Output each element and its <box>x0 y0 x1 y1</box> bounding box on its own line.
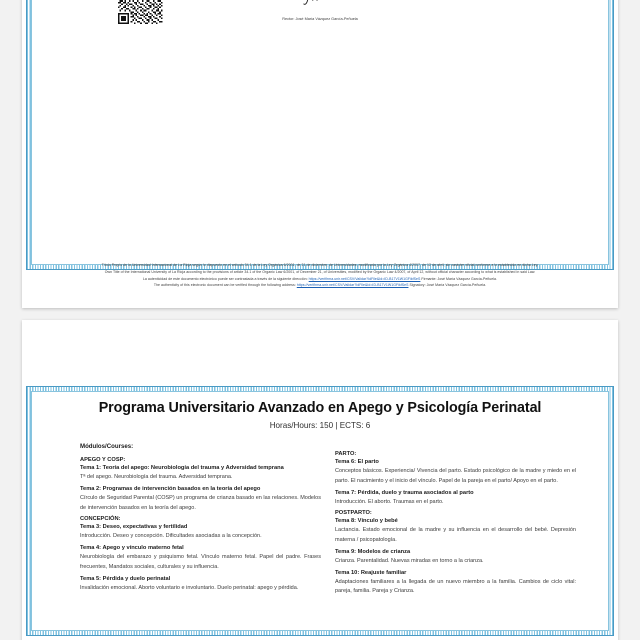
footer-verify-en <box>40 282 600 289</box>
module-topic-title: Tema 9: Modelos de crianza <box>335 548 411 555</box>
module-topic-description: Conceptos básicos. Experiencia/ Vivencia del parto. Estado psicológico de la madre y miedo en el parto. El nacimiento y el inicio del vínculo. Papel de la pareja en el parto/ Apoyo en el parto. <box>335 468 576 484</box>
module-topic-title: Tema 8: Vínculo y bebé <box>335 518 398 525</box>
module-topic-description: Adaptaciones familiares a la llegada de un nuevo miembro a la familia. Cambios de ciclo vital: pareja, familia. Pareja y Crianza. <box>335 578 576 595</box>
right-column-items <box>335 451 576 597</box>
module-section-title: CONCEPCIÓN: <box>80 516 121 523</box>
signature-caption: Rector: José María Vázquez García-Peñuela <box>282 17 358 21</box>
module-topic-description: Tª del apego. Neurobiología del trauma. Adversidad temprana. <box>80 474 233 480</box>
footer-verify-en-suffix: Signatory: José María Vázquez García-Peñuela. <box>409 283 487 288</box>
module-topic-title: Tema 2: Programas de intervención basados en la teoría del apego <box>80 485 261 492</box>
page-2-program-title: Programa Universitario Avanzado en Apego y Psicología Perinatal <box>98 400 542 416</box>
module-topic-title: Tema 6: El parto <box>335 459 379 465</box>
right-column-spacer <box>335 443 576 450</box>
footer-verify-en-prefix: The authenticity of this electronic document can be verified through the following address: <box>153 283 296 288</box>
module-topic-title: Tema 4: Apego y vínculo materno fetal <box>80 545 184 552</box>
verify-link-en[interactable]: https://verifirma.unir.net/CSV/Validar?IdFile&Id=ID-B17V1W1GFikfSeS <box>296 283 409 288</box>
module-topic-title: Tema 7: Pérdida, duelo y trauma asociados al parto <box>335 489 474 496</box>
signature-block <box>220 0 420 21</box>
page-1-legal-footer <box>40 262 600 289</box>
module-topic-title: Tema 10: Reajuste familiar <box>335 569 407 576</box>
footer-verify-es <box>40 276 600 283</box>
page-2-hours-ects: Horas/Hours: 150 | ECTS: 6 <box>269 421 371 430</box>
modules-right-column <box>335 443 576 600</box>
module-topic-description: Invalidación emocional. Aborto voluntario e involuntario. Duelo perinatal: apego y pérdida. <box>80 584 299 591</box>
module-topic-description: Crianza. Parentalidad. Nuevas miradas en torno a la crianza. <box>335 557 484 564</box>
footer-verify-es-suffix: Firmante: José María Vázquez García-Peñuela. <box>421 276 498 281</box>
module-topic-description: Introducción. El aborto. Traumas en el parto. <box>335 498 444 505</box>
module-topic-description: Lactancia. Estado emocional de la madre y su influencia en el desarrollo del bebé. Depresión materna / psicopatología. <box>335 527 576 544</box>
footer-verify-es-prefix: La autenticidad de este documento electrónico puede ser contrastada a través de la siguiente dirección: <box>142 276 308 281</box>
footer-line-en: Own Title of the International University of La Rioja according to the provisions of article 34.1 of the Organic Law 6/2001, of December 21, of Universities, modified by the Organic Law 4/2007, of April 12, without official character according to what is established in said Law. <box>104 269 536 274</box>
module-topic-description: Introducción. Deseo y concepción. Dificultades asociadas a la concepción. <box>80 533 262 540</box>
page-1-ornamental-border <box>26 0 614 270</box>
module-section-title: POSTPARTO: <box>335 510 372 517</box>
module-topic-description: Neurobiología del embarazo y psiquismo fetal. Vínculo materno fetal. Papel del padre. Frases frecuentes, Mandatos sociales, culturales y su influencia. <box>80 554 321 570</box>
module-topic-title: Tema 1: Teoría del apego: Neurobiología del trauma y Adversidad temprana <box>80 465 284 471</box>
signature-zone <box>40 0 600 40</box>
modules-left-column <box>80 443 321 600</box>
module-topic-title: Tema 3: Deseo, expectativas y fertilidad <box>80 524 188 531</box>
handwritten-signature-icon <box>281 0 359 10</box>
modules-heading: Módulos/Courses: <box>80 443 134 450</box>
module-section-title: PARTO: <box>335 451 357 457</box>
module-topic-title: Tema 5: Pérdida y duelo perinatal <box>80 575 171 582</box>
left-column-items <box>80 457 321 593</box>
module-section-title: APEGO Y COSP: <box>80 457 126 463</box>
module-topic-description: Círculo de Seguridad Parental (COSP) un programa de crianza basado en las relaciones. Modelos de intervención basados en la teoría del apego. <box>80 494 321 511</box>
verify-link-es[interactable]: https://verifirma.unir.net/CSV/Validar?IdFile&Id=ID-B17V1W1GFikfSeS <box>308 276 421 281</box>
page-2-modules <box>80 443 576 600</box>
page-2-header <box>40 400 600 430</box>
qr-code-icon <box>118 0 164 24</box>
footer-line-es: Título Propio de la Universidad Internacional de La Rioja según lo dispuesto en el artículo 34.1 de la Ley Orgánica 6/2001, de 21 de diciembre, de Universidades, modificada por la Ley Orgánica 4/2007, de 12 de abril, sin carácter oficial conforme a lo establecido en dicha Ley. <box>101 263 539 267</box>
